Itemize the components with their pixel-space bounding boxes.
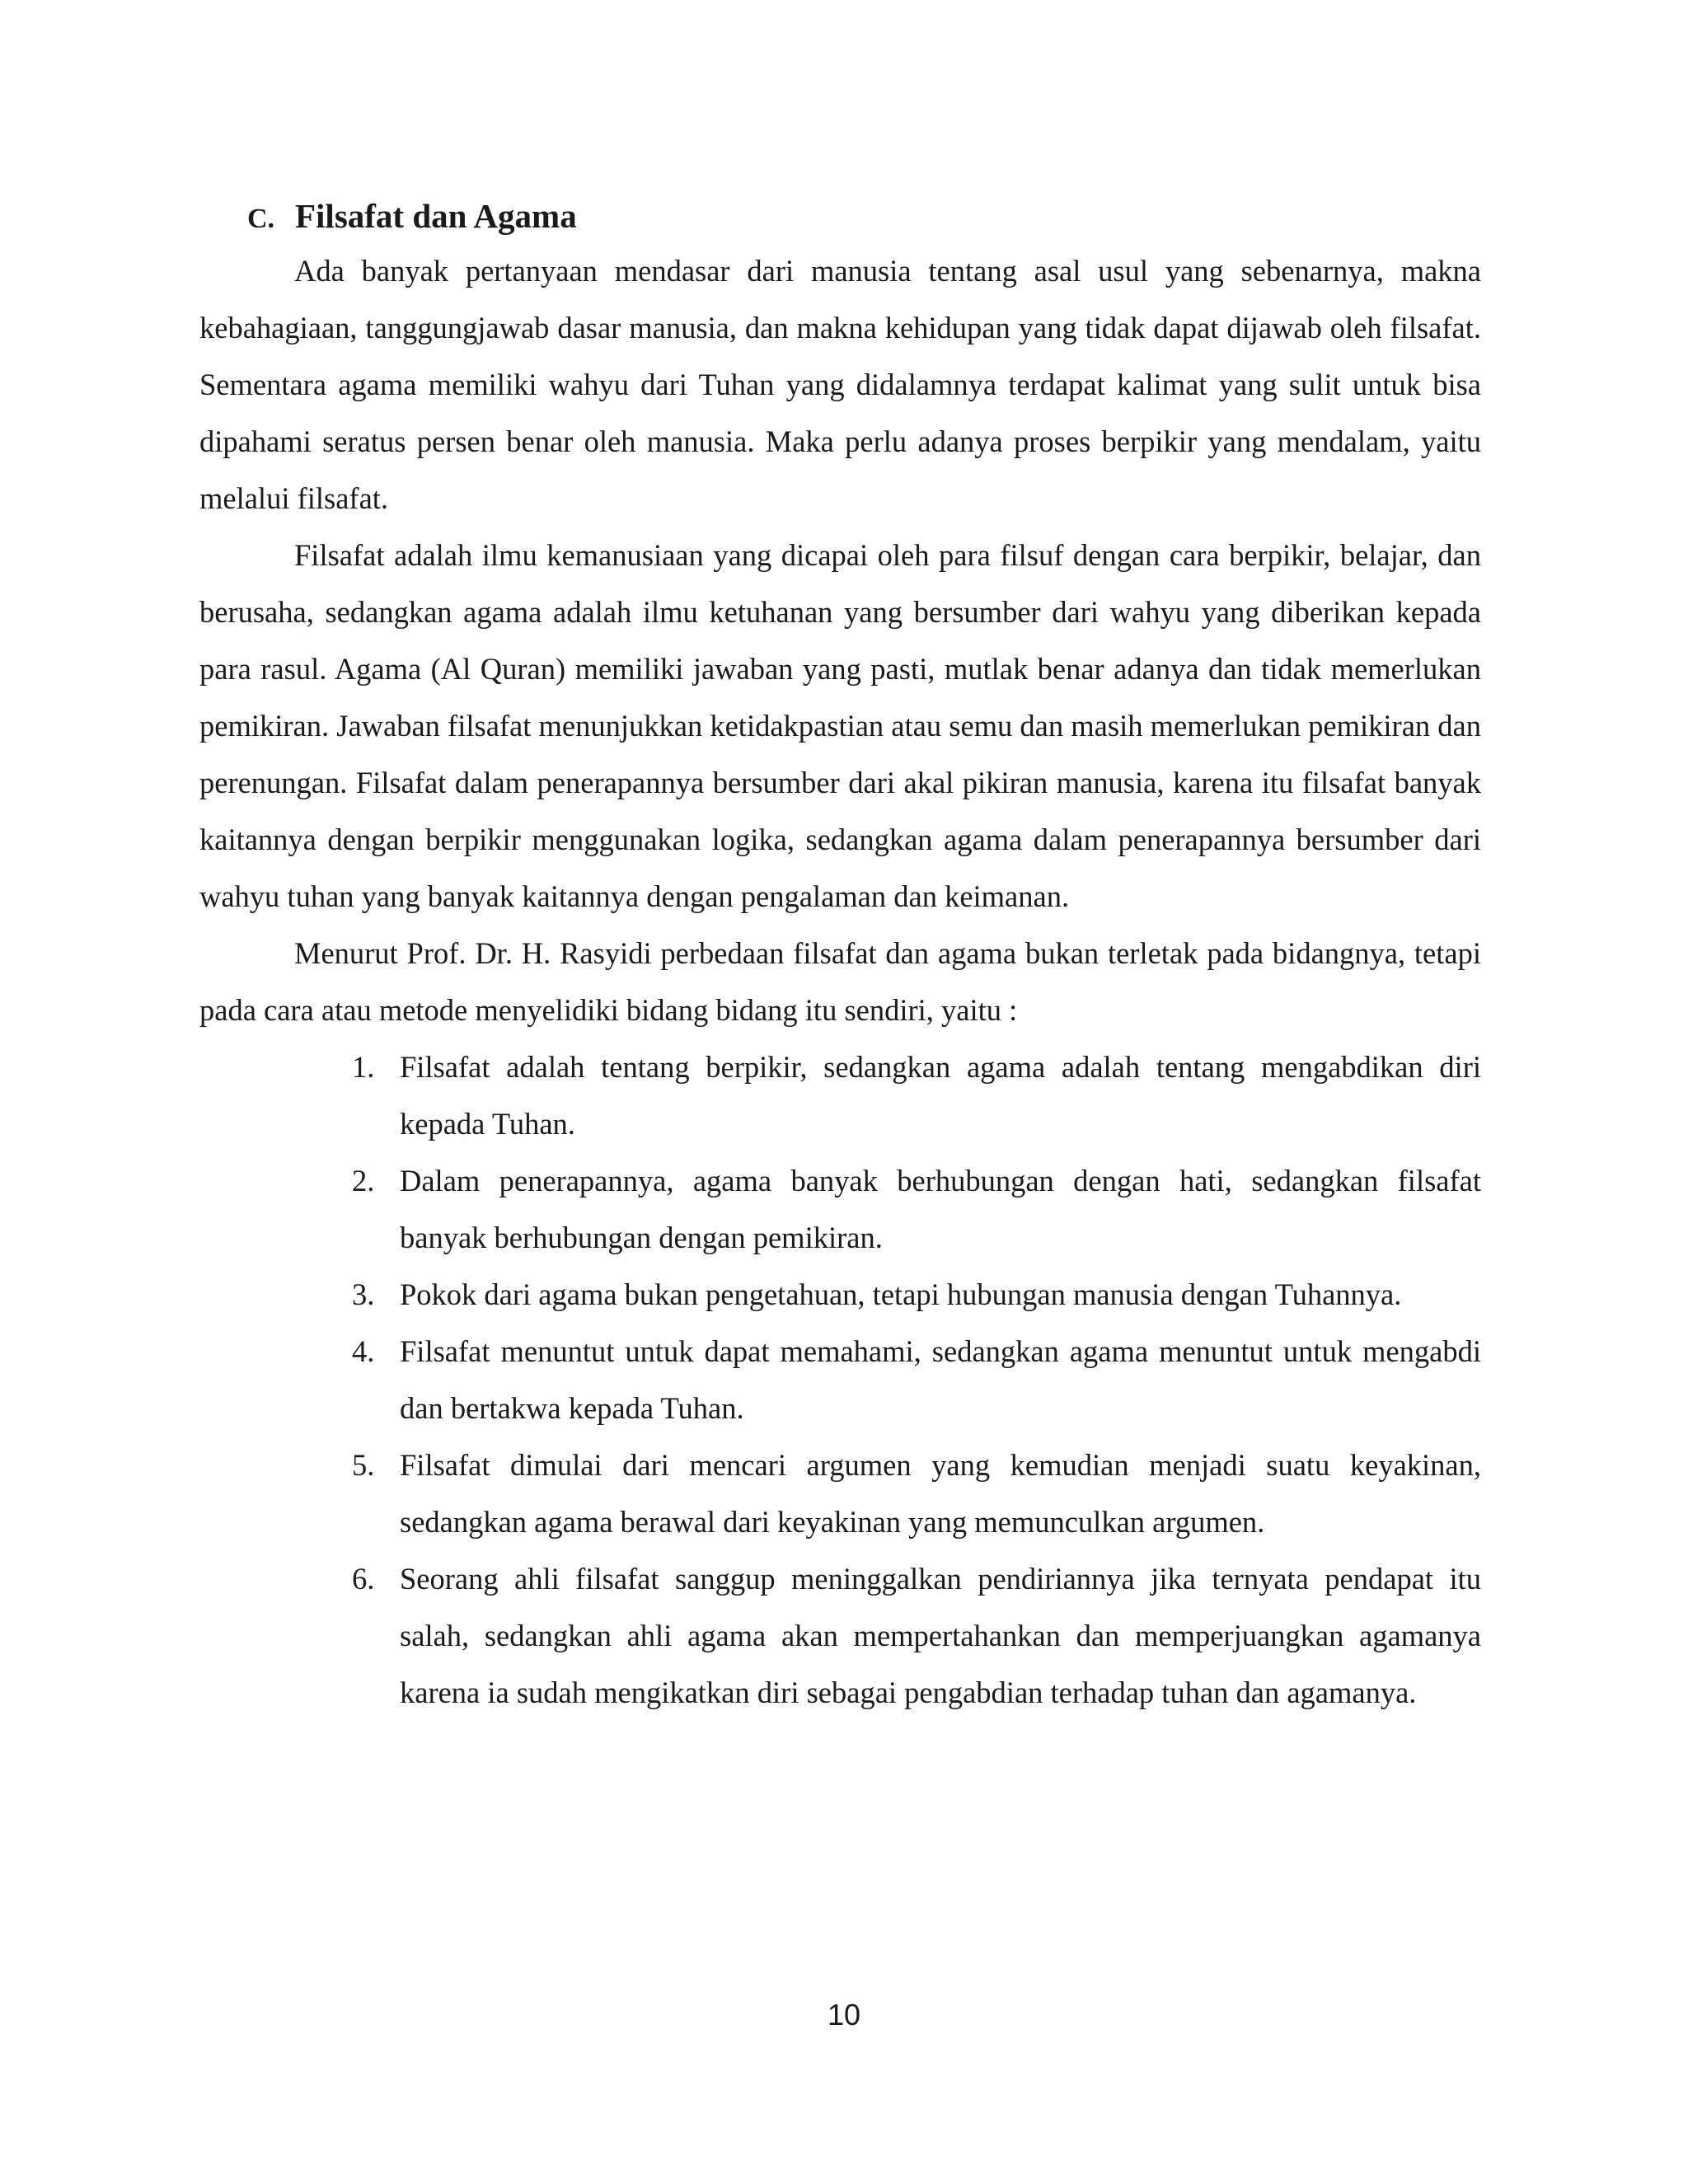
list-item	[352, 1323, 1481, 1436]
list-text: Filsafat menuntut untuk dapat memahami, sedangkan agama menuntut untuk mengabdi dan bertakwa kepada Tuhan.	[400, 1334, 1481, 1425]
list-text: Dalam penerapannya, agama banyak berhubungan dengan hati, sedangkan filsafat banyak berhubungan dengan pemikiran.	[400, 1164, 1481, 1254]
list-number: 2.	[352, 1164, 375, 1197]
page-number: 10	[827, 1998, 861, 2032]
difference-list	[199, 1038, 1481, 1721]
list-number: 3.	[352, 1277, 375, 1311]
list-item	[352, 1038, 1481, 1152]
section-title: Filsafat dan Agama	[295, 197, 577, 235]
list-text: Filsafat adalah tentang berpikir, sedangkan agama adalah tentang mengabdikan diri kepada Tuhan.	[400, 1050, 1481, 1141]
list-number: 5.	[352, 1448, 375, 1482]
paragraph-2: Filsafat adalah ilmu kemanusiaan yang dicapai oleh para filsuf dengan cara berpikir, belajar, dan berusaha, sedangkan agama adalah ilmu ketuhanan yang bersumber dari wahyu yang diberikan kepada para rasul. Agama (Al Quran) memiliki jawaban yang pasti, mutlak benar adanya dan tidak memerlukan pemikiran. Jawaban filsafat menunjukkan ketidakpastian atau semu dan masih memerlukan pemikiran dan perenungan. Filsafat dalam penerapannya bersumber dari akal pikiran manusia, karena itu filsafat banyak kaitannya dengan berpikir menggunakan logika, sedangkan agama dalam penerapannya bersumber dari wahyu tuhan yang banyak kaitannya dengan pengalaman dan keimanan.	[199, 538, 1481, 913]
document-body	[199, 196, 1481, 1721]
list-item	[352, 1436, 1481, 1550]
list-number: 1.	[352, 1050, 375, 1084]
section-heading	[247, 196, 1481, 236]
paragraph-1: Ada banyak pertanyaan mendasar dari manusia tentang asal usul yang sebenarnya, makna kebahagiaan, tanggungjawab dasar manusia, dan makna kehidupan yang tidak dapat dijawab oleh filsafat. Sementara agama memiliki wahyu dari Tuhan yang didalamnya terdapat kalimat yang sulit untuk bisa dipahami seratus persen benar oleh manusia. Maka perlu adanya proses berpikir yang mendalam, yaitu melalui filsafat.	[199, 254, 1481, 515]
list-item	[352, 1152, 1481, 1266]
list-item	[352, 1266, 1481, 1323]
list-number: 6.	[352, 1562, 375, 1596]
section-letter: C.	[247, 204, 275, 234]
list-number: 4.	[352, 1334, 375, 1368]
paragraph-3: Menurut Prof. Dr. H. Rasyidi perbedaan filsafat dan agama bukan terletak pada bidangnya, tetapi pada cara atau metode menyelidiki bidang bidang itu sendiri, yaitu :	[199, 936, 1481, 1027]
list-text: Pokok dari agama bukan pengetahuan, tetapi hubungan manusia dengan Tuhannya.	[400, 1277, 1402, 1311]
list-text: Filsafat dimulai dari mencari argumen yang kemudian menjadi suatu keyakinan, sedangkan agama berawal dari keyakinan yang memunculkan argumen.	[400, 1448, 1481, 1539]
list-text: Seorang ahli filsafat sanggup meninggalkan pendiriannya jika ternyata pendapat itu salah, sedangkan ahli agama akan mempertahankan dan memperjuangkan agamanya karena ia sudah mengikatkan diri sebagai pengabdian terhadap tuhan dan agamanya.	[400, 1562, 1481, 1709]
list-item	[352, 1550, 1481, 1721]
